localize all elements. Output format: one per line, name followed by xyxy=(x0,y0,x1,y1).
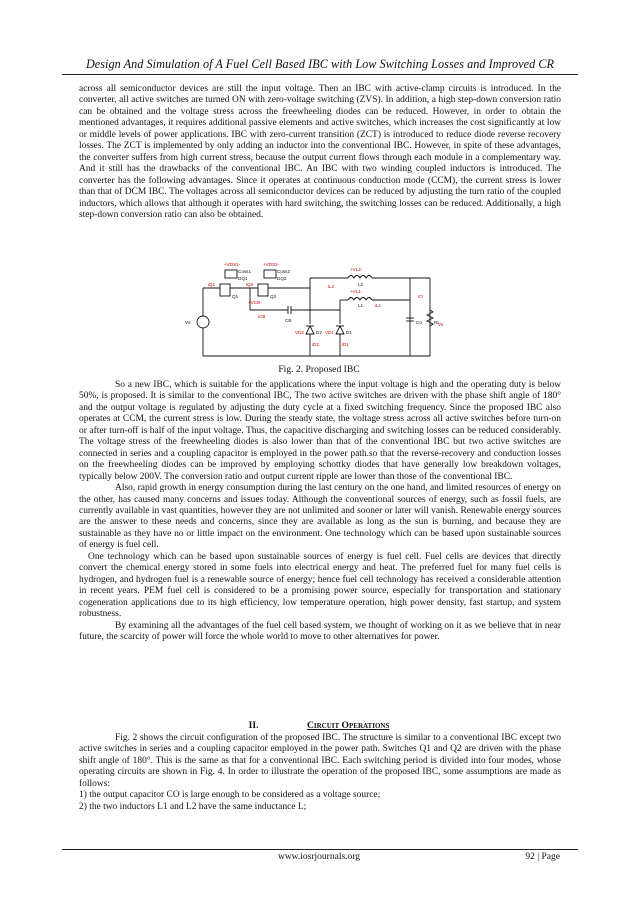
voltage-source-symbol xyxy=(197,316,209,328)
header-rule xyxy=(62,74,578,75)
footer-page-number: 92 | Page xyxy=(525,852,560,862)
label-coss2: Coss2 xyxy=(277,269,291,274)
label-d1: D1 xyxy=(346,330,352,335)
label-il2: iL2 xyxy=(328,284,335,289)
label-l2: L2 xyxy=(358,282,364,287)
paragraph-energy-growth: Also, rapid growth in energy consumption during the last century on the one hand, and limited resources of energy on the other, has caused many concerns and issues today. Although the conventional sources of energy, such as fossil fuels, are currently available in vast quantities, however they are not unlimited and sooner or later will vanish. Renewable energy sources are the answer to these needs and concerns, since they are available as long as the sun is burning, and because they are sustainable as they have no or little impact on the environment. One technology which can be based upon sustainable sources of energy is fuel cell. xyxy=(79,483,561,551)
label-coss1: Coss1 xyxy=(238,269,252,274)
label-vcb: +VCB- xyxy=(248,300,262,305)
label-id2: iD2 xyxy=(312,342,319,347)
paragraph-text: across all semiconductor devices are still the input voltage. Then an IBC with active-clamp circuits is introduced. In the converter, all active switches are turned ON with zero-voltage switching (ZVS). In addition, a high step-down conversion ratio can be obtained and the voltage stress across the freewheeling diodes can be reduced. However, in order to obtain the mentioned advantages, it requires additional passive elements and active switches, which increases the cost significantly at low or middle levels of power applications. IBC with zero-current transition (ZCT) is introduced to reduce diode reverse recovery losses. The ZCT is implemented by only adding an inductor into the conventional IBC. However, in spite of these advantages, the converter suffers from high current stress, because the output current flows through each module in a complementary way. And it still has the drawbacks of the conventional IBC. An IBC with two winding coupled inductors is introduced. The converter has the following advantages. Since it operates at continuous conduction mode (CCM), the current stress is lower than that of DCM IBC. The voltages across all semiconductor devices can be reduced by adjusting the turn ratio of the coupled inductors, which allows that although it operates with hard switching, the switching losses can be reduced. Additionally, a high step-down conversion ratio can also be obtained. xyxy=(79,84,561,220)
figure-caption: Fig. 2. Proposed IBC xyxy=(278,364,360,375)
label-vds2: +VDS2- xyxy=(263,262,280,267)
label-iq2: iQ2 xyxy=(246,282,254,287)
assumption-1: 1) the output capacitor CO is large enough to be considered as a voltage source; xyxy=(79,790,381,801)
switch-q2-symbol xyxy=(258,284,268,296)
label-cb: CB xyxy=(285,318,292,323)
body-after-figure xyxy=(79,380,561,643)
label-vl1: +VL1- xyxy=(350,289,363,294)
paragraph-circuit-operations: Fig. 2 shows the circuit configuration of the proposed IBC. The structure is similar to a conventional IBC except two active switches in series and a coupling capacitor employed in the power path. Switches Q1 and Q2 are driven with the phase shift angle of 180°. This is the same as that for a conventional IBC. Each switching period is divided into four modes, whose operating circuits are shown in Fig. 4. In order to illustrate the operation of the proposed IBC, some assumptions are made as follows: xyxy=(79,733,561,789)
label-co: Co xyxy=(416,320,422,325)
paragraph-fuel-cells: One technology which can be based upon sustainable sources of energy is fuel cell. Fuel cells are devices that directly convert the chemical energy stored in some fuels into electrical energy and heat. The preferred fuel for many fuel cells is hydrogen, and hydrogen fuel is a renewable source of energy; hence fuel cell technology has received a considerable attention in recent years. PEM fuel cell is considered to be a promising power source, especially for transportation and stationary cogeneration applications due to its high efficiency, low temperature operation, high power density, fast startup, and system robustness. xyxy=(79,551,561,620)
paragraph-conclusion-motivation: By examining all the advantages of the fuel cell based system, we thought of working on it as we believe that in near future, the scarcity of power will force the whole world to move to other alternatives for power. xyxy=(79,620,561,642)
section-number: II. xyxy=(248,720,259,731)
label-vs: Vs xyxy=(185,320,191,325)
label-icb: iCB xyxy=(258,314,266,319)
label-id1: iD1 xyxy=(342,342,349,347)
intro-paragraph xyxy=(79,84,561,221)
footer-url: www.iosrjournals.org xyxy=(277,852,361,862)
label-vds1: +VDS1- xyxy=(224,262,241,267)
diode-d1-symbol xyxy=(336,326,344,334)
label-io: IO xyxy=(418,294,423,299)
paragraph-proposed-ibc: So a new IBC, which is suitable for the applications where the input voltage is high and the operating duty is below 50%, is proposed. It is similar to the conventional IBC, The two active switches are driven with the phase shift angle of 180° and the output voltage is regulated by adjusting the duty cycle at a fixed switching frequency. Since the proposed IBC also operates at CCM, the current stress is low. During the steady state, the voltage stress across all active switches before turn-on or after turn-off is half of the input voltage. Thus, the capacitive discharging and switching losses can be reduced considerably. The voltage stress of the freewheeling diodes is also lower than that of the conventional IBC but two active switches are connected in series and a coupling capacitor is employed in the power path.so that the reverse-recovery and conduction losses on the freewheeling diodes can be improved by employing schottky diodes that have generally low breakdown voltages, typically below 200V. The conversion ratio and output current ripple are lower than those of the conventional IBC. xyxy=(79,380,561,482)
label-vd2: VD2 xyxy=(295,330,304,335)
label-q1: Q1 xyxy=(232,294,239,299)
proposed-ibc-circuit-diagram xyxy=(180,258,450,363)
inductor-l2-symbol xyxy=(348,276,372,279)
section-title: Circuit Operations xyxy=(306,720,390,731)
switch-q1-symbol xyxy=(220,284,230,296)
label-l1: L1 xyxy=(358,303,364,308)
label-d2: D2 xyxy=(316,330,322,335)
assumption-2: 2) the two inductors L1 and L2 have the same inductance L; xyxy=(79,801,307,812)
section-body xyxy=(79,733,561,813)
label-dq1: DQ1 xyxy=(238,276,248,281)
label-il1: iL1 xyxy=(375,303,382,308)
footer-rule xyxy=(62,849,578,850)
label-iq1: iQ1 xyxy=(208,282,216,287)
label-dq2: DQ2 xyxy=(277,276,287,281)
label-rl: RL xyxy=(434,320,440,325)
diode-d2-symbol xyxy=(306,326,314,334)
section-heading xyxy=(0,720,638,731)
label-vd1: VD1 xyxy=(325,330,334,335)
running-header: Design And Simulation of A Fuel Cell Based IBC with Low Switching Losses and Improved CR xyxy=(85,57,555,71)
label-q2: Q2 xyxy=(270,294,277,299)
label-vo: Vo xyxy=(438,322,444,327)
inductor-l1-symbol xyxy=(348,298,372,301)
label-vl2: +VL2- xyxy=(350,267,363,272)
